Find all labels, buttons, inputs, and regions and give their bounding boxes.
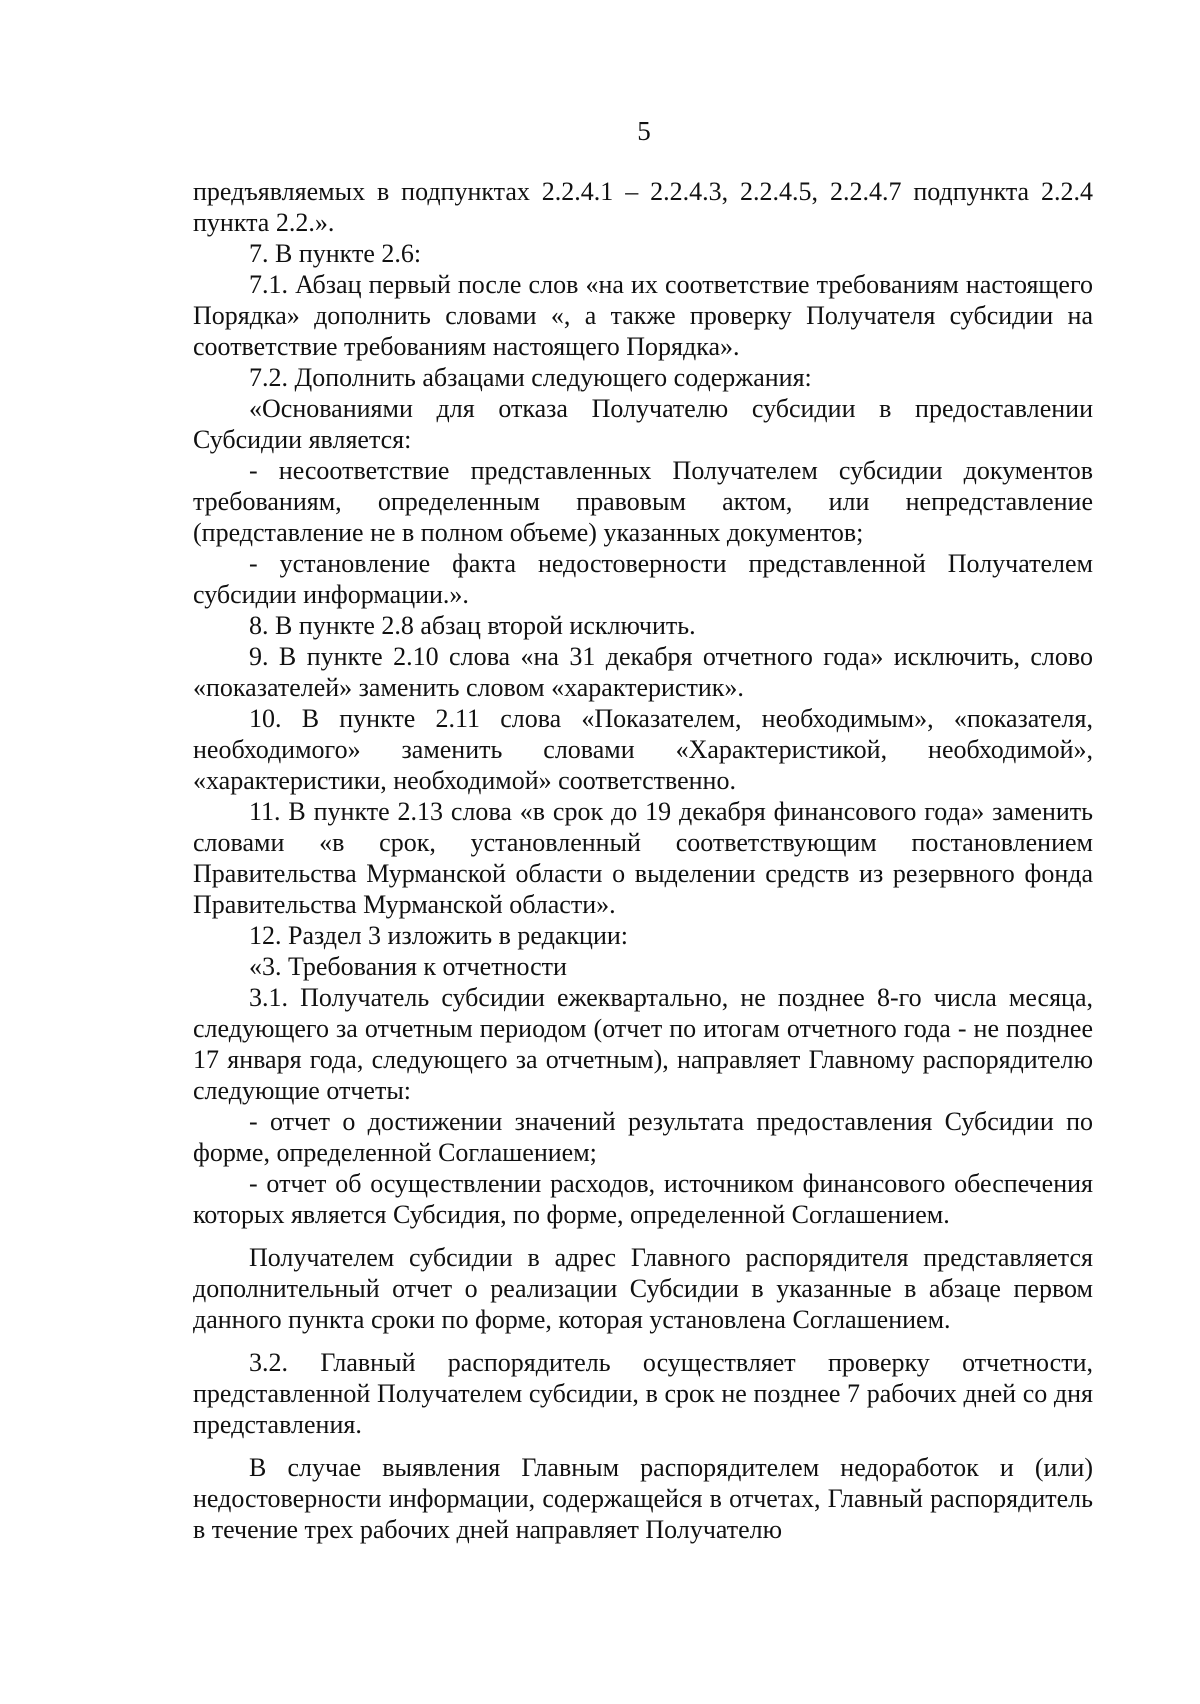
document-body [193,176,1093,1545]
paragraph: - отчет об осуществлении расходов, источником финансового обеспечения которых является Субсидия, по форме, определенной Соглашением. [193,1169,1093,1229]
paragraph: «Основаниями для отказа Получателю субсидии в предоставлении Субсидии является: [193,394,1093,454]
paragraph: 10. В пункте 2.11 слова «Показателем, необходимым», «показателя, необходимого» заменить словами «Характеристикой, необходимой», «характеристики, необходимой» соответственно. [193,704,1093,795]
paragraph: 7.2. Дополнить абзацами следующего содержания: [249,363,812,392]
paragraph: предъявляемых в подпунктах 2.2.4.1 – 2.2.4.3, 2.2.4.5, 2.2.4.7 подпункта 2.2.4 пункта 2.2.». [193,177,1093,237]
paragraph: Получателем субсидии в адрес Главного распорядителя представляется дополнительный отчет о реализации Субсидии в указанные в абзаце первом данного пункта сроки по форме, которая установлена Соглашением. [193,1243,1093,1334]
page-number: 5 [637,116,651,146]
paragraph: 7. В пункте 2.6: [249,239,422,268]
paragraph: - несоответствие представленных Получателем субсидии документов требованиям, определенным правовым актом, или непредставление (представление не в полном объеме) указанных документов; [193,456,1093,547]
paragraph: В случае выявления Главным распорядителем недоработок и (или) недостоверности информации, содержащейся в отчетах, Главный распорядитель в течение трех рабочих дней направляет Получателю [193,1453,1093,1544]
paragraph: 7.1. Абзац первый после слов «на их соответствие требованиям настоящего Порядка» дополнить словами «, а также проверку Получателя субсидии на соответствие требованиям настоящего Порядка». [193,270,1093,361]
paragraph: 3.2. Главный распорядитель осуществляет проверку отчетности, представленной Получателем субсидии, в срок не позднее 7 рабочих дней со дня представления. [193,1348,1093,1439]
paragraph: 9. В пункте 2.10 слова «на 31 декабря отчетного года» исключить, слово «показателей» заменить словом «характеристик». [193,642,1093,702]
paragraph: - установление факта недостоверности представленной Получателем субсидии информации.». [193,549,1093,609]
paragraph: 8. В пункте 2.8 абзац второй исключить. [249,611,696,640]
paragraph: 12. Раздел 3 изложить в редакции: [249,921,628,950]
paragraph: 11. В пункте 2.13 слова «в срок до 19 декабря финансового года» заменить словами «в срок, установленный соответствующим постановлением Правительства Мурманской области о выделении средств из резервного фонда Правительства Мурманской области». [193,797,1093,919]
section-heading: «3. Требования к отчетности [249,952,567,981]
paragraph: - отчет о достижении значений результата предоставления Субсидии по форме, определенной Соглашением; [193,1107,1093,1167]
paragraph: 3.1. Получатель субсидии ежеквартально, не позднее 8-го числа месяца, следующего за отчетным периодом (отчет по итогам отчетного года - не позднее 17 января года, следующего за отчетным), направляет Главному распорядителю следующие отчеты: [193,983,1093,1105]
